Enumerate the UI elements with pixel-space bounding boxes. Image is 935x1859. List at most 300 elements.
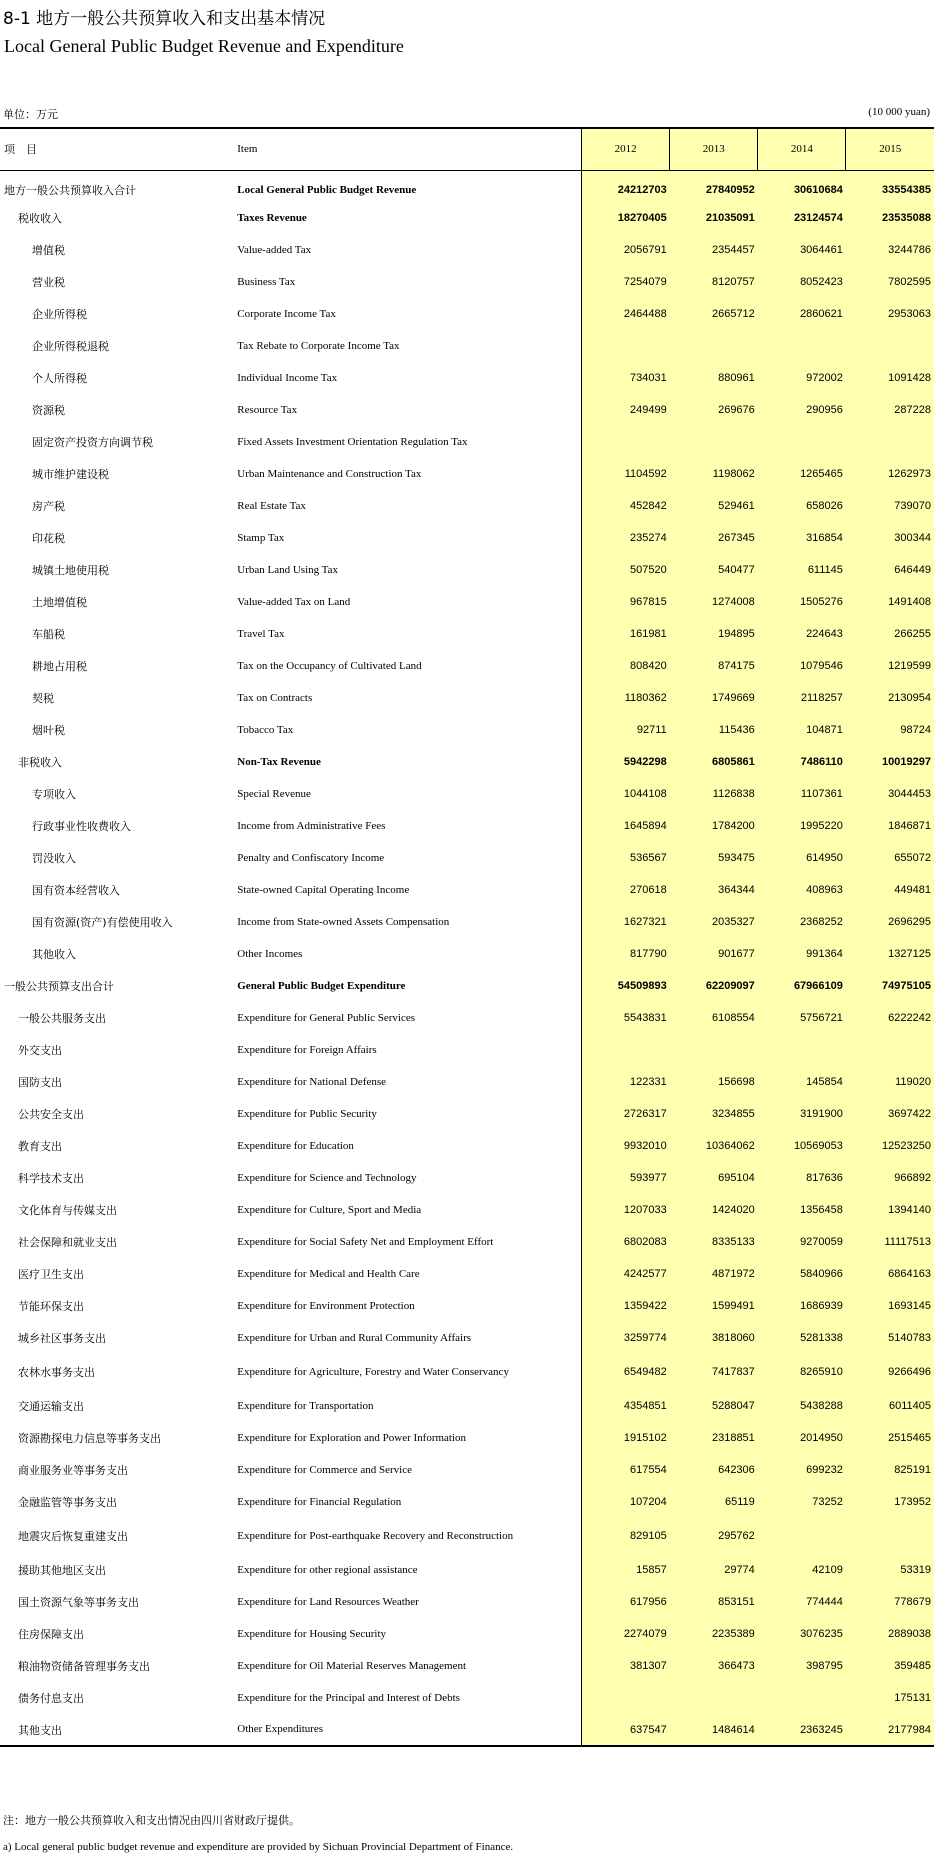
table-row — [0, 1650, 934, 1682]
row-label-english: Expenditure for Housing Security — [237, 1627, 387, 1640]
value-cell-2012: 637547 — [582, 1714, 670, 1746]
value-cell-2014: 2860621 — [758, 298, 846, 330]
row-label-chinese: 教育支出 — [18, 1140, 62, 1153]
value-cell-2013: 267345 — [670, 522, 758, 554]
table-row — [0, 714, 934, 746]
row-label-english: Expenditure for Public Security — [237, 1107, 377, 1120]
value-cell-2013: 695104 — [670, 1162, 758, 1194]
header-item-english: Item — [236, 128, 581, 170]
row-label-chinese: 住房保障支出 — [18, 1628, 84, 1641]
table-row — [0, 586, 934, 618]
table-row — [0, 1682, 934, 1714]
value-cell-2012: 7254079 — [582, 266, 670, 298]
table-row — [0, 1518, 934, 1554]
row-label-english: Income from Administrative Fees — [237, 819, 386, 832]
row-label-english: Expenditure for Agriculture, Forestry and Water Conservancy — [237, 1365, 509, 1378]
value-cell-2014: 23124574 — [758, 202, 846, 234]
row-label-english: Expenditure for Culture, Sport and Media — [237, 1203, 422, 1216]
value-cell-2014: 398795 — [758, 1650, 846, 1682]
unit-label-english: (10 000 yuan) — [868, 106, 930, 118]
value-cell-2013 — [670, 1682, 758, 1714]
row-label-chinese: 专项收入 — [32, 788, 76, 801]
row-label-chinese: 医疗卫生支出 — [18, 1268, 84, 1281]
value-cell-2012: 1645894 — [582, 810, 670, 842]
row-label-chinese: 个人所得税 — [32, 372, 87, 385]
table-row — [0, 394, 934, 426]
row-label-chinese: 一般公共服务支出 — [18, 1012, 106, 1025]
table-row — [0, 874, 934, 906]
row-label-chinese: 资源勘探电力信息等事务支出 — [18, 1432, 161, 1445]
table-row — [0, 298, 934, 330]
table-row — [0, 202, 934, 234]
value-cell-2015: 739070 — [846, 490, 934, 522]
value-cell-2015: 2177984 — [846, 1714, 934, 1746]
row-label-chinese: 资源税 — [32, 404, 65, 417]
row-label-english: Fixed Assets Investment Orientation Regulation Tax — [237, 435, 468, 448]
value-cell-2014: 1107361 — [758, 778, 846, 810]
table-row — [0, 1618, 934, 1650]
row-label-chinese: 营业税 — [32, 276, 65, 289]
value-cell-2014: 817636 — [758, 1162, 846, 1194]
value-cell-2013: 29774 — [670, 1554, 758, 1586]
value-cell-2012: 829105 — [582, 1518, 670, 1554]
value-cell-2014: 611145 — [758, 554, 846, 586]
value-cell-2015: 3044453 — [846, 778, 934, 810]
value-cell-2014: 316854 — [758, 522, 846, 554]
table-row — [0, 1066, 934, 1098]
value-cell-2014: 2368252 — [758, 906, 846, 938]
value-cell-2013: 901677 — [670, 938, 758, 970]
row-label-chinese: 罚没收入 — [32, 852, 76, 865]
value-cell-2013 — [670, 1034, 758, 1066]
value-cell-2015: 1846871 — [846, 810, 934, 842]
row-label-english: Tax Rebate to Corporate Income Tax — [237, 339, 400, 352]
value-cell-2012: 6549482 — [582, 1354, 670, 1390]
value-cell-2013: 2235389 — [670, 1618, 758, 1650]
row-label-chinese: 固定资产投资方向调节税 — [32, 436, 153, 449]
table-title-english: Local General Public Budget Revenue and Expenditure — [4, 36, 404, 56]
value-cell-2012: 5942298 — [582, 746, 670, 778]
table-row — [0, 1486, 934, 1518]
table-header-row — [0, 128, 934, 170]
row-label-english: Other Expenditures — [236, 1714, 581, 1746]
value-cell-2012: 122331 — [582, 1066, 670, 1098]
value-cell-2013: 1484614 — [670, 1714, 758, 1746]
value-cell-2013: 1424020 — [670, 1194, 758, 1226]
row-label-chinese: 援助其他地区支出 — [18, 1564, 106, 1577]
row-label-english: Tobacco Tax — [237, 723, 294, 736]
value-cell-2012: 54509893 — [582, 970, 670, 1002]
value-cell-2013: 642306 — [670, 1454, 758, 1486]
value-cell-2013: 1599491 — [670, 1290, 758, 1322]
table-row — [0, 970, 934, 1002]
value-cell-2015: 300344 — [846, 522, 934, 554]
row-label-chinese: 耕地占用税 — [32, 660, 87, 673]
value-cell-2015: 5140783 — [846, 1322, 934, 1354]
value-cell-2015: 966892 — [846, 1162, 934, 1194]
value-cell-2015: 175131 — [846, 1682, 934, 1714]
row-label-english: Real Estate Tax — [237, 499, 306, 512]
value-cell-2013: 4871972 — [670, 1258, 758, 1290]
row-label-chinese: 商业服务业等事务支出 — [18, 1464, 128, 1477]
value-cell-2012: 967815 — [582, 586, 670, 618]
value-cell-2014: 42109 — [758, 1554, 846, 1586]
row-label-english: Other Incomes — [237, 947, 303, 960]
value-cell-2012: 593977 — [582, 1162, 670, 1194]
row-label-english: Expenditure for the Principal and Interest of Debts — [237, 1691, 460, 1704]
value-cell-2013: 10364062 — [670, 1130, 758, 1162]
row-label-english: Expenditure for National Defense — [237, 1075, 386, 1088]
value-cell-2015: 2130954 — [846, 682, 934, 714]
value-cell-2015: 646449 — [846, 554, 934, 586]
row-label-english: Expenditure for Education — [237, 1139, 354, 1152]
value-cell-2012: 4354851 — [582, 1390, 670, 1422]
header-year-2015: 2015 — [846, 128, 934, 170]
value-cell-2013: 1198062 — [670, 458, 758, 490]
value-cell-2014: 290956 — [758, 394, 846, 426]
row-label-chinese: 公共安全支出 — [18, 1108, 84, 1121]
value-cell-2015: 74975105 — [846, 970, 934, 1002]
footnote-chinese: 注：地方一般公共预算收入和支出情况由四川省财政厅提供。 — [3, 1814, 300, 1827]
value-cell-2012: 4242577 — [582, 1258, 670, 1290]
value-cell-2015: 287228 — [846, 394, 934, 426]
row-label-chinese: 契税 — [32, 692, 54, 705]
value-cell-2012 — [582, 1034, 670, 1066]
value-cell-2012: 270618 — [582, 874, 670, 906]
row-label-english: General Public Budget Expenditure — [237, 979, 406, 992]
row-label-english: Expenditure for Exploration and Power Information — [237, 1431, 467, 1444]
value-cell-2014: 972002 — [758, 362, 846, 394]
table-row — [0, 1714, 934, 1746]
row-label-chinese: 外交支出 — [18, 1044, 62, 1057]
value-cell-2013: 540477 — [670, 554, 758, 586]
value-cell-2013: 874175 — [670, 650, 758, 682]
unit-label-chinese: 单位：万元 — [3, 108, 58, 121]
value-cell-2015: 6011405 — [846, 1390, 934, 1422]
value-cell-2012: 734031 — [582, 362, 670, 394]
row-label-english: Expenditure for Medical and Health Care — [237, 1267, 420, 1280]
value-cell-2015: 6222242 — [846, 1002, 934, 1034]
value-cell-2014 — [758, 1518, 846, 1554]
row-label-english: Value-added Tax — [237, 243, 312, 256]
value-cell-2013: 2318851 — [670, 1422, 758, 1454]
row-label-english: Income from State-owned Assets Compensation — [237, 915, 450, 928]
value-cell-2014 — [758, 330, 846, 362]
value-cell-2012: 1180362 — [582, 682, 670, 714]
table-row — [0, 362, 934, 394]
row-label-english: Local General Public Budget Revenue — [237, 183, 417, 196]
value-cell-2015: 11117513 — [846, 1226, 934, 1258]
table-row — [0, 1422, 934, 1454]
value-cell-2013: 880961 — [670, 362, 758, 394]
value-cell-2013 — [670, 330, 758, 362]
table-row — [0, 266, 934, 298]
value-cell-2014: 7486110 — [758, 746, 846, 778]
value-cell-2014: 10569053 — [758, 1130, 846, 1162]
table-row — [0, 778, 934, 810]
value-cell-2014: 3076235 — [758, 1618, 846, 1650]
value-cell-2014 — [758, 1682, 846, 1714]
value-cell-2013: 1274008 — [670, 586, 758, 618]
value-cell-2012: 2726317 — [582, 1098, 670, 1130]
table-row — [0, 1586, 934, 1618]
row-label-chinese: 其他支出 — [0, 1714, 236, 1746]
value-cell-2013: 2035327 — [670, 906, 758, 938]
table-row — [0, 682, 934, 714]
value-cell-2012: 452842 — [582, 490, 670, 522]
row-label-chinese: 烟叶税 — [32, 724, 65, 737]
value-cell-2014: 67966109 — [758, 970, 846, 1002]
value-cell-2012: 1915102 — [582, 1422, 670, 1454]
value-cell-2015: 12523250 — [846, 1130, 934, 1162]
value-cell-2014: 104871 — [758, 714, 846, 746]
value-cell-2015: 266255 — [846, 618, 934, 650]
table-row — [0, 1354, 934, 1390]
value-cell-2014: 2363245 — [758, 1714, 846, 1746]
row-label-english: Expenditure for other regional assistance — [237, 1563, 418, 1576]
value-cell-2015 — [846, 1518, 934, 1554]
row-label-chinese: 交通运输支出 — [18, 1400, 84, 1413]
value-cell-2014: 224643 — [758, 618, 846, 650]
row-label-english: Expenditure for Commerce and Service — [237, 1463, 412, 1476]
value-cell-2015: 1091428 — [846, 362, 934, 394]
table-row — [0, 842, 934, 874]
value-cell-2015: 2953063 — [846, 298, 934, 330]
value-cell-2012 — [582, 1682, 670, 1714]
value-cell-2013: 853151 — [670, 1586, 758, 1618]
value-cell-2013: 8335133 — [670, 1226, 758, 1258]
value-cell-2014: 991364 — [758, 938, 846, 970]
row-label-chinese: 企业所得税 — [32, 308, 87, 321]
value-cell-2014: 2014950 — [758, 1422, 846, 1454]
value-cell-2013: 8120757 — [670, 266, 758, 298]
value-cell-2014: 614950 — [758, 842, 846, 874]
table-row — [0, 554, 934, 586]
value-cell-2015: 33554385 — [846, 170, 934, 202]
value-cell-2013: 1749669 — [670, 682, 758, 714]
value-cell-2012: 536567 — [582, 842, 670, 874]
table-row — [0, 618, 934, 650]
row-label-chinese: 增值税 — [32, 244, 65, 257]
value-cell-2012: 18270405 — [582, 202, 670, 234]
value-cell-2012: 92711 — [582, 714, 670, 746]
row-label-chinese: 其他收入 — [32, 948, 76, 961]
value-cell-2014: 408963 — [758, 874, 846, 906]
value-cell-2015: 9266496 — [846, 1354, 934, 1390]
table-row — [0, 522, 934, 554]
row-label-english: Taxes Revenue — [237, 211, 307, 224]
row-label-english: Urban Land Using Tax — [237, 563, 339, 576]
value-cell-2013: 2354457 — [670, 234, 758, 266]
value-cell-2012: 5543831 — [582, 1002, 670, 1034]
value-cell-2012: 6802083 — [582, 1226, 670, 1258]
value-cell-2014: 699232 — [758, 1454, 846, 1486]
value-cell-2015: 98724 — [846, 714, 934, 746]
value-cell-2014: 1995220 — [758, 810, 846, 842]
value-cell-2014 — [758, 1034, 846, 1066]
row-label-english: Expenditure for Foreign Affairs — [237, 1043, 377, 1056]
row-label-english: Expenditure for Transportation — [237, 1399, 374, 1412]
value-cell-2012: 2274079 — [582, 1618, 670, 1650]
value-cell-2014: 1356458 — [758, 1194, 846, 1226]
table-row — [0, 170, 934, 202]
value-cell-2014: 1079546 — [758, 650, 846, 682]
value-cell-2015 — [846, 330, 934, 362]
value-cell-2013: 364344 — [670, 874, 758, 906]
row-label-english: Special Revenue — [237, 787, 311, 800]
value-cell-2015: 10019297 — [846, 746, 934, 778]
row-label-chinese: 地震灾后恢复重建支出 — [18, 1530, 128, 1543]
row-label-english: Resource Tax — [237, 403, 298, 416]
row-label-chinese: 车船税 — [32, 628, 65, 641]
table-row — [0, 1258, 934, 1290]
value-cell-2013: 6108554 — [670, 1002, 758, 1034]
value-cell-2014: 1686939 — [758, 1290, 846, 1322]
value-cell-2014: 3064461 — [758, 234, 846, 266]
value-cell-2014 — [758, 426, 846, 458]
value-cell-2013: 295762 — [670, 1518, 758, 1554]
row-label-chinese: 金融监管等事务支出 — [18, 1496, 117, 1509]
value-cell-2013: 3234855 — [670, 1098, 758, 1130]
row-label-english: Value-added Tax on Land — [237, 595, 351, 608]
value-cell-2014: 30610684 — [758, 170, 846, 202]
row-label-chinese: 城乡社区事务支出 — [18, 1332, 106, 1345]
value-cell-2013: 3818060 — [670, 1322, 758, 1354]
row-label-chinese: 国有资本经营收入 — [32, 884, 120, 897]
row-label-english: Expenditure for Financial Regulation — [237, 1495, 402, 1508]
row-label-chinese: 一般公共预算支出合计 — [4, 980, 114, 993]
row-label-english: Urban Maintenance and Construction Tax — [237, 467, 422, 480]
value-cell-2012: 617956 — [582, 1586, 670, 1618]
row-label-chinese: 企业所得税退税 — [32, 340, 109, 353]
value-cell-2012: 808420 — [582, 650, 670, 682]
value-cell-2013: 7417837 — [670, 1354, 758, 1390]
value-cell-2013: 529461 — [670, 490, 758, 522]
row-label-english: Expenditure for Post-earthquake Recovery and Reconstruction — [237, 1529, 514, 1542]
header-year-2013: 2013 — [670, 128, 758, 170]
value-cell-2014: 5756721 — [758, 1002, 846, 1034]
value-cell-2015: 1394140 — [846, 1194, 934, 1226]
table-row — [0, 746, 934, 778]
value-cell-2014: 658026 — [758, 490, 846, 522]
row-label-chinese: 行政事业性收费收入 — [32, 820, 131, 833]
value-cell-2012: 817790 — [582, 938, 670, 970]
value-cell-2013: 269676 — [670, 394, 758, 426]
value-cell-2015: 2696295 — [846, 906, 934, 938]
value-cell-2015: 1693145 — [846, 1290, 934, 1322]
value-cell-2012: 507520 — [582, 554, 670, 586]
value-cell-2014: 145854 — [758, 1066, 846, 1098]
value-cell-2015: 23535088 — [846, 202, 934, 234]
table-row — [0, 1290, 934, 1322]
value-cell-2012: 1627321 — [582, 906, 670, 938]
value-cell-2014: 8265910 — [758, 1354, 846, 1390]
table-row — [0, 330, 934, 362]
table-row — [0, 906, 934, 938]
value-cell-2015: 53319 — [846, 1554, 934, 1586]
row-label-chinese: 地方一般公共预算收入合计 — [4, 184, 136, 198]
value-cell-2015: 2889038 — [846, 1618, 934, 1650]
row-label-chinese: 农林水事务支出 — [18, 1366, 95, 1379]
value-cell-2012: 107204 — [582, 1486, 670, 1518]
value-cell-2013: 366473 — [670, 1650, 758, 1682]
value-cell-2012: 1359422 — [582, 1290, 670, 1322]
row-label-english: Tax on Contracts — [237, 691, 313, 704]
value-cell-2012: 1044108 — [582, 778, 670, 810]
value-cell-2014: 9270059 — [758, 1226, 846, 1258]
row-label-chinese: 非税收入 — [18, 756, 62, 769]
row-label-english: State-owned Capital Operating Income — [237, 883, 410, 896]
value-cell-2014: 3191900 — [758, 1098, 846, 1130]
row-label-english: Non-Tax Revenue — [237, 755, 321, 768]
value-cell-2015 — [846, 426, 934, 458]
value-cell-2013: 1784200 — [670, 810, 758, 842]
table-row — [0, 1390, 934, 1422]
row-label-chinese: 印花税 — [32, 532, 65, 545]
table-row — [0, 234, 934, 266]
value-cell-2012: 2056791 — [582, 234, 670, 266]
value-cell-2013: 5288047 — [670, 1390, 758, 1422]
row-label-chinese: 文化体育与传媒支出 — [18, 1204, 117, 1217]
value-cell-2015: 825191 — [846, 1454, 934, 1486]
table-body — [0, 170, 934, 1746]
row-label-english: Expenditure for Social Safety Net and Employment Effort — [237, 1235, 494, 1248]
row-label-chinese: 房产税 — [32, 500, 65, 513]
table-title-chinese: 8-1 地方一般公共预算收入和支出基本情况 — [3, 9, 326, 29]
value-cell-2014: 5438288 — [758, 1390, 846, 1422]
row-label-chinese: 国防支出 — [18, 1076, 62, 1089]
value-cell-2015: 173952 — [846, 1486, 934, 1518]
value-cell-2015: 1327125 — [846, 938, 934, 970]
row-label-chinese: 土地增值税 — [32, 596, 87, 609]
value-cell-2015: 6864163 — [846, 1258, 934, 1290]
budget-table — [0, 127, 934, 1747]
value-cell-2015: 449481 — [846, 874, 934, 906]
table-row — [0, 1554, 934, 1586]
value-cell-2012: 617554 — [582, 1454, 670, 1486]
value-cell-2012 — [582, 330, 670, 362]
table-row — [0, 650, 934, 682]
table-row — [0, 1162, 934, 1194]
table-row — [0, 1194, 934, 1226]
row-label-chinese: 城市维护建设税 — [32, 468, 109, 481]
value-cell-2013: 156698 — [670, 1066, 758, 1098]
value-cell-2014: 8052423 — [758, 266, 846, 298]
value-cell-2015: 655072 — [846, 842, 934, 874]
value-cell-2015: 778679 — [846, 1586, 934, 1618]
value-cell-2014: 1505276 — [758, 586, 846, 618]
value-cell-2012: 1104592 — [582, 458, 670, 490]
value-cell-2014: 5281338 — [758, 1322, 846, 1354]
value-cell-2014: 774444 — [758, 1586, 846, 1618]
row-label-chinese: 科学技术支出 — [18, 1172, 84, 1185]
row-label-chinese: 债务付息支出 — [18, 1692, 84, 1705]
value-cell-2012: 24212703 — [582, 170, 670, 202]
value-cell-2013: 194895 — [670, 618, 758, 650]
row-label-chinese: 城镇土地使用税 — [32, 564, 109, 577]
row-label-chinese: 社会保障和就业支出 — [18, 1236, 117, 1249]
row-label-english: Stamp Tax — [237, 531, 285, 544]
value-cell-2015: 2515465 — [846, 1422, 934, 1454]
value-cell-2013 — [670, 426, 758, 458]
row-label-english: Expenditure for General Public Services — [237, 1011, 416, 1024]
row-label-english: Expenditure for Oil Material Reserves Management — [237, 1659, 467, 1672]
value-cell-2014: 2118257 — [758, 682, 846, 714]
value-cell-2012: 161981 — [582, 618, 670, 650]
value-cell-2012: 15857 — [582, 1554, 670, 1586]
value-cell-2013: 27840952 — [670, 170, 758, 202]
value-cell-2012: 9932010 — [582, 1130, 670, 1162]
